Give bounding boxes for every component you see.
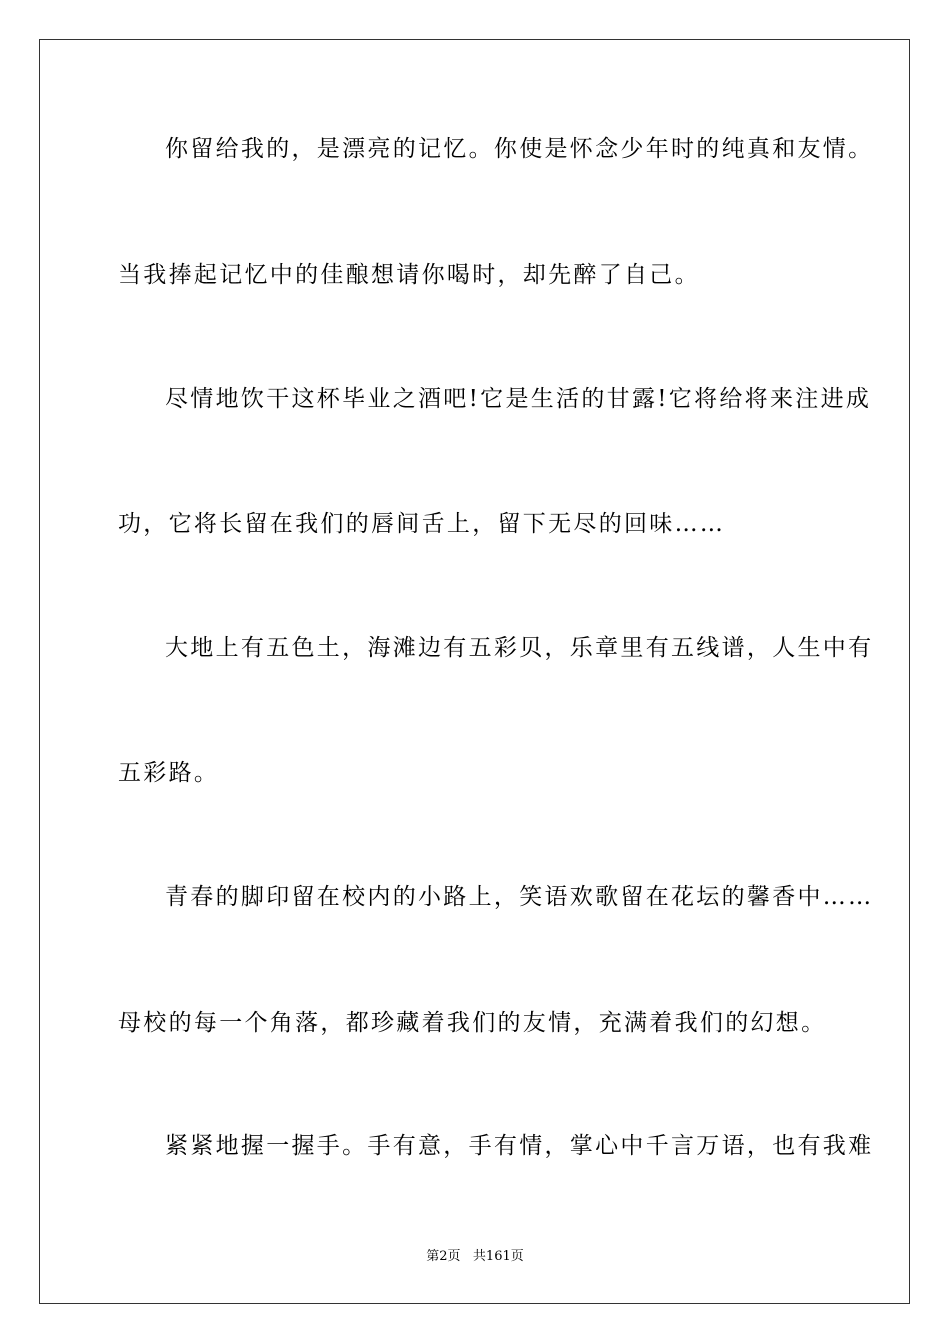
- page-number-footer: 第2页 共161页: [426, 1249, 524, 1264]
- text-line: 功，它将长留在我们的唇间舌上，留下无尽的回味……: [118, 511, 726, 537]
- text-line: 青春的脚印留在校内的小路上，笑语欢歌留在花坛的馨香中……: [165, 884, 874, 910]
- text-line: 当我捧起记忆中的佳酿想请你喝时，却先醉了自己。: [118, 262, 700, 288]
- text-line: 尽情地饮干这杯毕业之酒吧!它是生活的甘露!它将给将来注进成: [165, 386, 872, 412]
- text-line: 大地上有五色土，海滩边有五彩贝，乐章里有五线谱，人生中有: [165, 635, 874, 661]
- text-line: 你留给我的，是漂亮的记忆。你使是怀念少年时的纯真和友情。: [165, 136, 874, 162]
- text-line: 紧紧地握一握手。手有意，手有情，掌心中千言万语，也有我难: [165, 1133, 874, 1159]
- text-line: 五彩路。: [118, 760, 220, 786]
- text-line: 母校的每一个角落，都珍藏着我们的友情，充满着我们的幻想。: [118, 1010, 827, 1036]
- page-frame: [39, 39, 910, 1304]
